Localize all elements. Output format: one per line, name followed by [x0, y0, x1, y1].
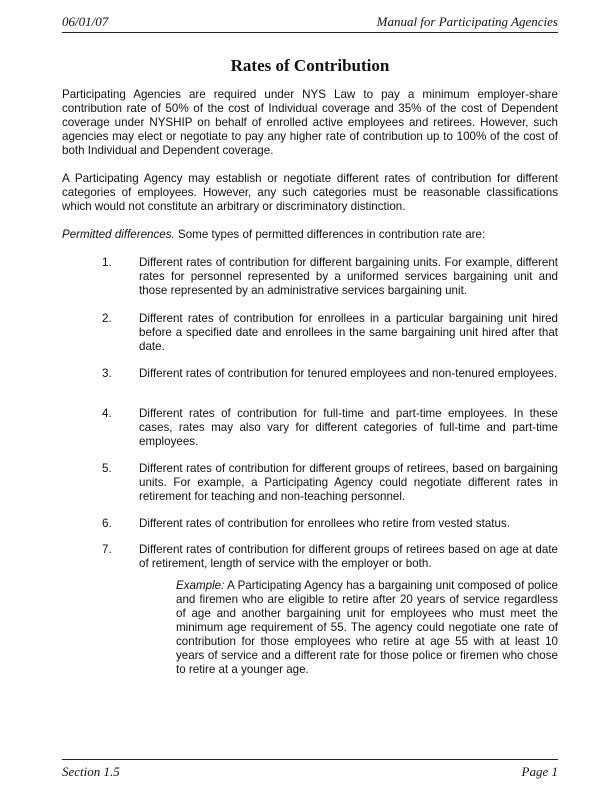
list-item-text: Different rates of contribution for full-time and part-time employees. In these cases, rates may also vary for different categories of full-time and part-time employees.: [139, 407, 558, 448]
list-item-text: Different rates of contribution for different groups of retirees, based on bargaining units. For example, a Participating Agency could negotiate different rates in retirement for teaching and non-teaching personnel.: [139, 462, 558, 503]
header-date: 06/01/07: [62, 14, 109, 29]
page-title: Rates of Contribution: [230, 56, 390, 75]
permitted-differences-label: Permitted differences.: [62, 228, 175, 241]
list-item-number: 1.: [102, 256, 112, 269]
page-header: [62, 12, 558, 33]
page-footer: [62, 759, 558, 780]
list-item-text: Different rates of contribution for different bargaining units. For example, different rates for personnel represented by a uniformed services bargaining unit and those represented by an administrative services bargaining unit.: [139, 256, 558, 297]
list-item-number: 6.: [102, 517, 112, 530]
list-item-number: 2.: [102, 312, 112, 325]
list-item-text: Different rates of contribution for enrollees who retire from vested status.: [139, 517, 510, 530]
intro-paragraph: Participating Agencies are required under NYS Law to pay a minimum employer-share contribution rate of 50% of the cost of Individual coverage and 35% of the cost of Dependent coverage under NYSHIP on behalf of enrolled active employees and retirees. However, such agencies may elect or negotiate to pay any higher rate of contribution up to 100% of the cost of both Individual and Dependent coverage.: [62, 88, 558, 157]
header-manual-title: Manual for Participating Agencies: [376, 14, 558, 29]
list-item-text: Different rates of contribution for enrollees in a particular bargaining unit hired before a specified date and enrollees in the same bargaining unit hired after that date.: [139, 312, 558, 353]
list-item-number: 5.: [102, 462, 112, 475]
footer-section: Section 1.5: [62, 764, 120, 779]
example-text: A Participating Agency has a bargaining unit composed of police and firemen who are eligible to retire after 20 years of service regardless of age and another bargaining unit for employees who must meet the minimum age requirement of 55. The agency could negotiate one rate of contribution for those employees who retire at age 55 with at least 10 years of service and a different rate for those police or firemen who chose to retire at a younger age.: [176, 579, 558, 676]
example-label: Example:: [176, 579, 225, 592]
list-item-number: 7.: [102, 543, 112, 556]
categories-paragraph: A Participating Agency may establish or negotiate different rates of contribution for different categories of employees. However, any such categories must be reasonable classifications which would not constitute an arbitrary or discriminatory distinction.: [62, 172, 558, 213]
list-item-number: 3.: [102, 367, 112, 380]
list-item-number: 4.: [102, 407, 112, 420]
permitted-differences-text: Some types of permitted differences in contribution rate are:: [174, 228, 486, 241]
list-item-text: Different rates of contribution for tenured employees and non-tenured employees.: [139, 367, 558, 380]
footer-page-number: Page 1: [521, 764, 558, 779]
permitted-differences-intro: [62, 228, 558, 242]
example-paragraph: [176, 579, 558, 677]
list-item-text: Different rates of contribution for different groups of retirees based on age at date of retirement, length of service with the employer or both.: [139, 543, 558, 570]
